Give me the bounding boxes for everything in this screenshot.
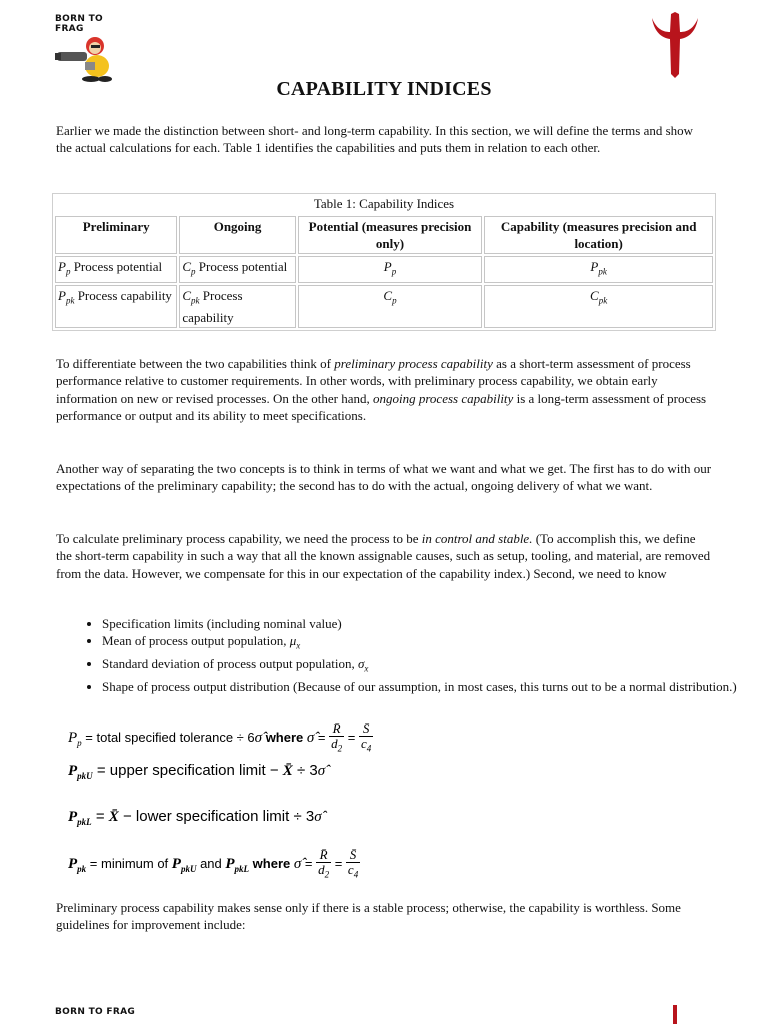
logo-text: BORN TO FRAG [55, 14, 103, 34]
table-cell: $P_p$ Process potential [55, 256, 177, 283]
differentiation-paragraph: To differentiate between the two capabilities think of preliminary process capability as a short-term assessment of process performance relative to customer requirements. In other words, with preliminary process capability, we obtain early information on new or revised processes. On the other hand, ongoing process capability is a long-term assessment of process performance or output and its ability to meet specifications. [56, 356, 707, 424]
table-row [55, 285, 713, 329]
table-row [55, 256, 713, 283]
table-cell: $P_{pk}$ Process capability [55, 285, 177, 329]
table-caption: Table 1: Capability Indices [313, 196, 455, 211]
concepts-paragraph: Another way of separating the two concepts is to think in terms of what we want and what we get. The first has to do with our expectations of the preliminary capability; the second has to do with the actual, ongoing delivery of what we want. [56, 461, 712, 494]
formula-pp: $P_p$ = total specified tolerance ÷ 6σ̂ where σ̂ = $\frac{R̄}{d_2}$ = $\frac{S̄}{c_4}$ [68, 721, 372, 754]
list-item: • Shape of process output distribution (Because of our assumption, in most cases, this turns out to be a normal distribution.) [102, 678, 762, 695]
table-cell: $C_p$ [298, 285, 483, 329]
calculation-paragraph: To calculate preliminary process capability, we need the process to be in control and stable. (To accomplish this, we define the short-term capability in such a way that all the known assignable causes, such as setup, tooling, and material, are removed from the data. However, we compensate for this in our expectation of the capability index.) Second, we need to know [56, 531, 711, 581]
page-title: CAPABILITY INDICES [276, 78, 492, 100]
footer-emblem-icon [667, 1005, 683, 1024]
table-cell: $P_{pk}$ [484, 256, 713, 283]
requirements-list [56, 615, 762, 696]
list-item: • Specification limits (including nominal value) [102, 615, 762, 632]
guidelines-paragraph: Preliminary process capability makes sense only if there is a stable process; otherwise, the capability is worthless. Some guidelines for improvement include: [56, 900, 681, 933]
header-potential: Potential (measures precision only) [298, 216, 483, 254]
formula-ppku: $P_{pkU}$ = upper specification limit − X̄ ÷ 3σ̂ [68, 762, 326, 781]
table-cell: $C_{pk}$ Process capability [179, 285, 295, 329]
list-item: • Mean of process output population, $\mu_x$ [102, 632, 762, 655]
header-preliminary: Preliminary [55, 216, 177, 254]
intro-paragraph: Earlier we made the distinction between short- and long-term capability. In this section, we will define the terms and show the actual calculations for each. Table 1 identifies the capabilities and puts them in relation to each other. [56, 123, 694, 156]
table-header-row [55, 216, 713, 254]
footer-logo-text: BORN TO FRAG [55, 1007, 136, 1017]
capability-formulas [68, 718, 488, 888]
cartoon-gunner-icon [55, 34, 117, 84]
red-trident-emblem-icon [650, 12, 700, 78]
formula-ppkl: $P_{pkL}$ = X̄ − lower specification limit ÷ 3σ̂ [68, 808, 322, 827]
table-cell: $C_{pk}$ [484, 285, 713, 329]
capability-table [52, 193, 716, 331]
list-item: • Standard deviation of process output population, $\sigma_x$ [102, 655, 762, 678]
header-capability: Capability (measures precision and location) [484, 216, 713, 254]
table-cell: $C_p$ Process potential [179, 256, 295, 283]
header-ongoing: Ongoing [179, 216, 295, 254]
table-cell: $P_p$ [298, 256, 483, 283]
born-to-frag-logo [55, 14, 117, 76]
formula-ppk: $P_{pk}$ = minimum of $P_{pkU}$ and $P_{pkL}$ where σ̂ = $\frac{R̄}{d_2}$ = $\frac{S̄}{c_4}$ [68, 847, 359, 880]
